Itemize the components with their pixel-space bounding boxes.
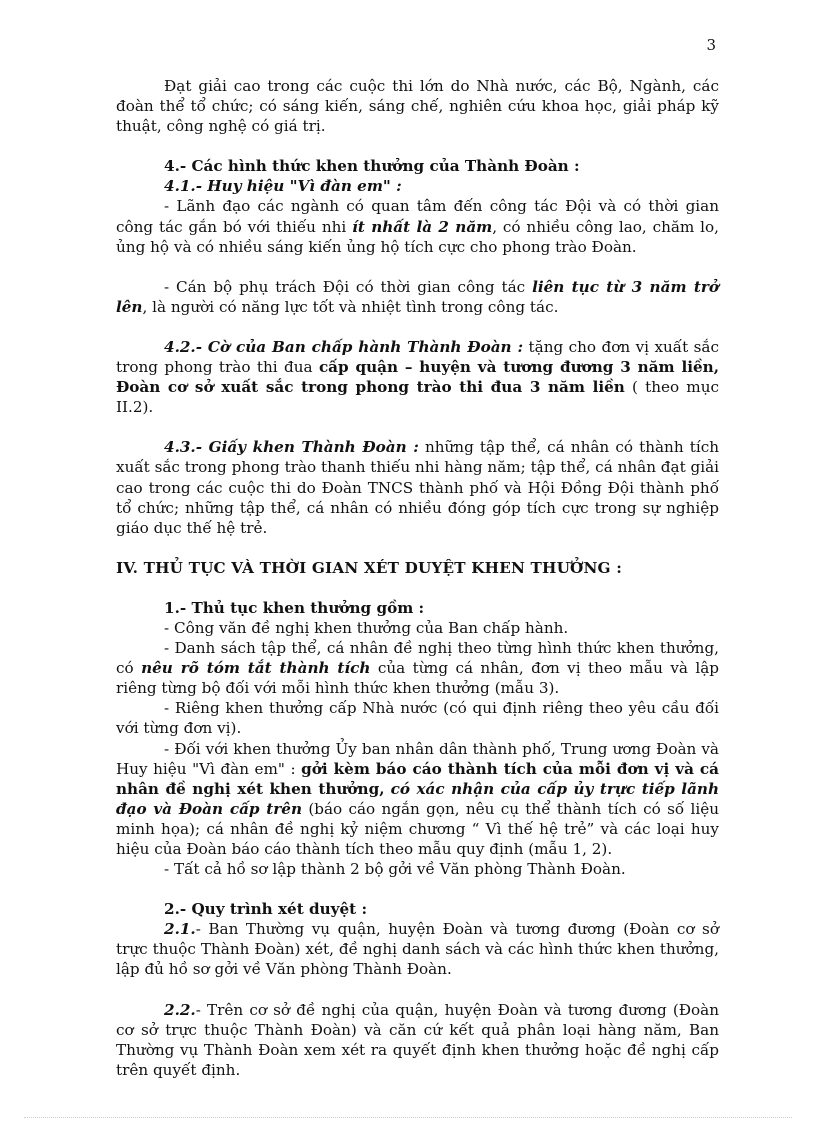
section-4-3-paragraph: 4.3.- Giấy khen Thành Đoàn : những tập thể, cá nhân có thành tích xuất sắc trong phong trào thanh thiếu nhi hàng năm; tập thể, cá nhân đạt giải cao trong các cuộc thi do Đoàn TNCS thành phố và Hội Đồng Đội thành phố tổ chức; những tập thể, cá nhân có nhiều đóng góp tích cực trong sự nghiệp giáo dục thế hệ trẻ. <box>116 438 719 537</box>
procedure-item: - Danh sách tập thể, cá nhân đề nghị theo từng hình thức khen thưởng, có nêu rõ tóm tắt thành tích của từng cá nhân, đơn vị theo mẫu và lập riêng từng bộ đối với mỗi hình thức khen thưởng (mẫu 3). <box>116 639 720 698</box>
review-process-heading: 2.- Quy trình xét duyệt : <box>164 900 368 919</box>
section-4-2-heading: 4.2.- Cờ của Ban chấp hành Thành Đoàn : <box>164 337 524 356</box>
procedure-item: - Riêng khen thưởng cấp Nhà nước (có qui định riêng theo yêu cầu đối với từng đơn vị). <box>116 699 719 738</box>
page-bottom-divider <box>24 1117 792 1118</box>
section-iv-heading: IV. THỦ TỤC VÀ THỜI GIAN XÉT DUYỆT KHEN THƯỞNG : <box>116 558 623 577</box>
section-4-1-item-2: - Cán bộ phụ trách Đội có thời gian công tác liên tục từ 3 năm trở lên, là người có năng lực tốt và nhiệt tình trong công tác. <box>116 277 719 316</box>
section-4-3-heading: 4.3.- Giấy khen Thành Đoàn : <box>164 438 419 457</box>
review-step-2-2: 2.2.- Trên cơ sở đề nghị của quận, huyện Đoàn và tương đương (Đoàn cơ sở trực thuộc Thành Đoàn) và căn cứ kết quả phân loại hàng năm, Ban Thường vụ Thành Đoàn xem xét ra quyết định khen thưởng hoặc đề nghị cấp trên quyết định. <box>116 1000 719 1079</box>
procedure-heading: 1.- Thủ tục khen thưởng gồm : <box>164 598 425 617</box>
section-4-2-paragraph: 4.2.- Cờ của Ban chấp hành Thành Đoàn : tặng cho đơn vị xuất sắc trong phong trào thi đua cấp quận – huyện và tương đương 3 năm liền, Đoàn cơ sở xuất sắc trong phong trào thi đua 3 năm liền ( theo mục II.2). <box>116 337 719 417</box>
procedure-item: - Tất cả hồ sơ lập thành 2 bộ gởi về Văn phòng Thành Đoàn. <box>164 860 626 879</box>
procedure-item: - Đối với khen thưởng Ủy ban nhân dân thành phố, Trung ương Đoàn và Huy hiệu "Vì đàn em" : gởi kèm báo cáo thành tích của mỗi đơn vị và cá nhân đề nghị xét khen thưởng, có xác nhận của cấp ủy trực tiếp lãnh đạo và Đoàn cấp trên (báo cáo ngắn gọn, nêu cụ thể thành tích có số liệu minh họa); cá nhân đề nghị kỷ niệm chương “ Vì thế hệ trẻ” và các loại huy hiệu của Đoàn báo cáo thành tích theo mẫu quy định (mẫu 1, 2). <box>116 739 720 858</box>
procedure-item: - Công văn đề nghị khen thưởng của Ban chấp hành. <box>164 618 569 637</box>
document-body <box>116 76 719 1080</box>
intro-paragraph: Đạt giải cao trong các cuộc thi lớn do Nhà nước, các Bộ, Ngành, các đoàn thể tổ chức; có sáng kiến, sáng chế, nghiên cứu khoa học, giải pháp kỹ thuật, công nghệ có giá trị. <box>116 77 719 136</box>
section-4-1-item-1: - Lãnh đạo các ngành có quan tâm đến công tác Đội và có thời gian công tác gắn bó với thiếu nhi ít nhất là 2 năm, có nhiều công lao, chăm lo, ủng hộ và có nhiều sáng kiến ủng hộ tích cực cho phong trào Đoàn. <box>116 197 719 256</box>
section-4-1-heading: 4.1.- Huy hiệu "Vì đàn em" : <box>164 177 402 196</box>
section-4-heading: 4.- Các hình thức khen thưởng của Thành Đoàn : <box>164 157 580 176</box>
review-step-2-1: 2.1.- Ban Thường vụ quận, huyện Đoàn và tương đương (Đoàn cơ sở trực thuộc Thành Đoàn) xét, đề nghị danh sách và các hình thức khen thưởng, lập đủ hồ sơ gởi về Văn phòng Thành Đoàn. <box>116 920 719 979</box>
page-number: 3 <box>706 36 716 54</box>
